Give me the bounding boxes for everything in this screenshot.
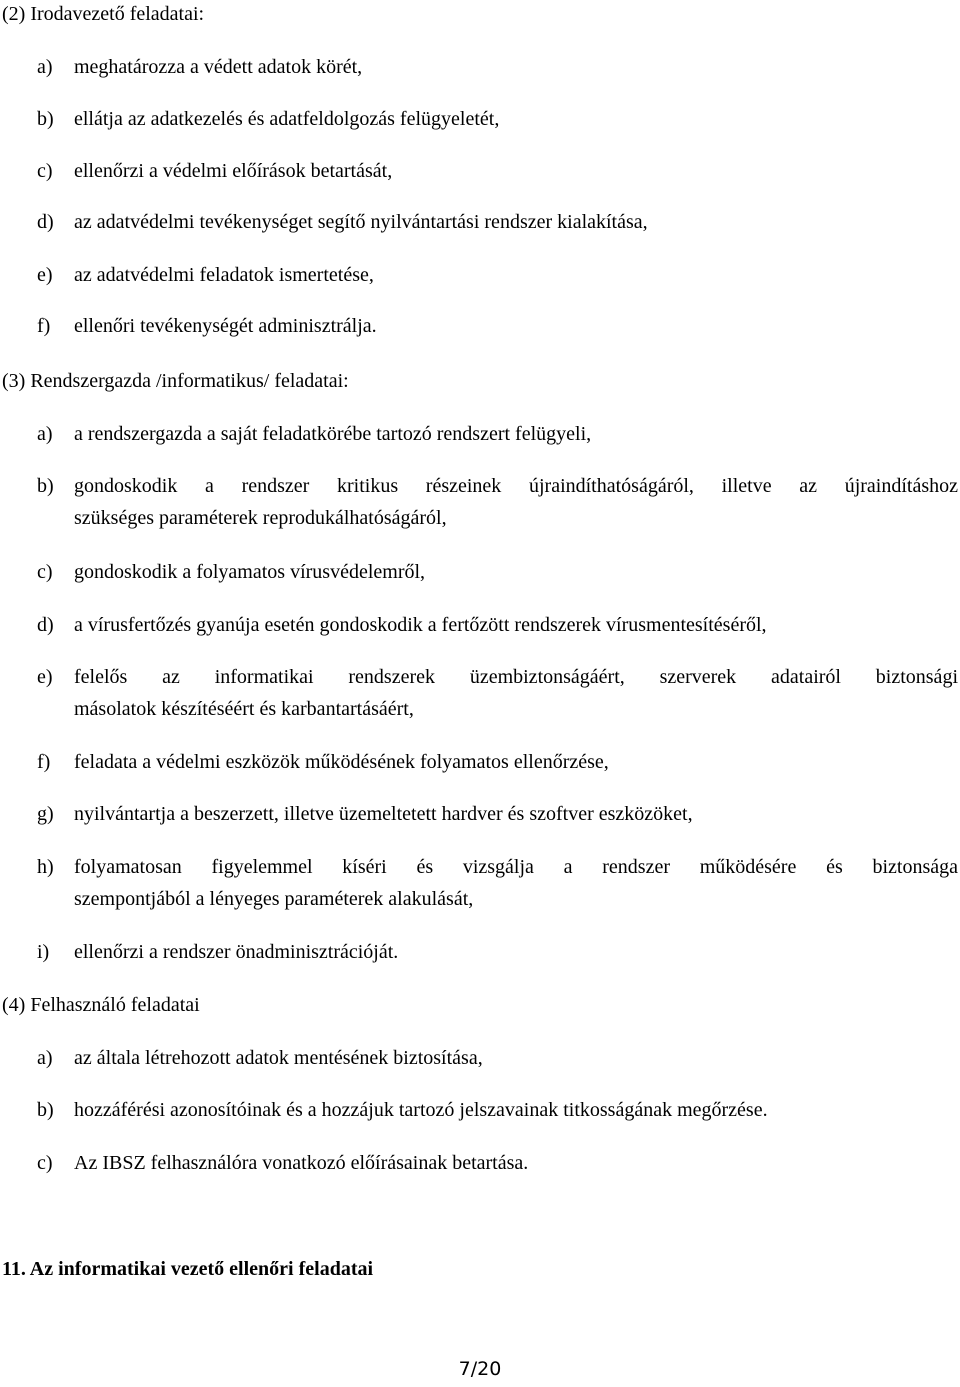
list-marker: i) [37, 941, 50, 963]
list-item-text: a rendszergazda a saját feladatkörébe tartozó rendszert felügyeli, [74, 423, 592, 445]
list-item-continuation: szempontjából a lényeges paraméterek alakulását, [74, 888, 474, 910]
section-2-heading: (2) Irodavezető feladatai: [2, 3, 205, 25]
list-marker: a) [37, 1047, 53, 1069]
list-item-text: az adatvédelmi feladatok ismertetése, [74, 264, 374, 286]
page-number: 7/20 [458, 1358, 502, 1380]
list-marker: e) [37, 264, 53, 286]
list-item-text: Az IBSZ felhasználóra vonatkozó előírásainak betartása. [74, 1152, 529, 1174]
list-marker: e) [37, 666, 53, 688]
list-marker: a) [37, 56, 53, 78]
list-item-text: a vírusfertőzés gyanúja esetén gondoskodik a fertőzött rendszerek vírusmentesítéséről, [74, 614, 767, 636]
list-marker: c) [37, 561, 53, 583]
chapter-heading: 11. Az informatikai vezető ellenőri feladatai [2, 1258, 374, 1280]
list-marker: b) [37, 475, 54, 497]
list-marker: d) [37, 211, 54, 233]
list-item-continuation: szükséges paraméterek reprodukálhatóságáról, [74, 507, 447, 529]
list-item-text: ellenőrzi a rendszer önadminisztrációját. [74, 941, 399, 963]
list-item-text: ellátja az adatkezelés és adatfeldolgozás felügyeletét, [74, 108, 500, 130]
list-marker: c) [37, 160, 53, 182]
list-marker: f) [37, 315, 51, 337]
section-3-heading: (3) Rendszergazda /informatikus/ feladatai: [2, 370, 349, 392]
list-item-text: az általa létrehozott adatok mentésének biztosítása, [74, 1047, 483, 1069]
list-item-text: ellenőrzi a védelmi előírások betartását, [74, 160, 393, 182]
list-marker: b) [37, 1099, 54, 1121]
list-item-text: hozzáférési azonosítóinak és a hozzájuk tartozó jelszavainak titkosságának megőrzése. [74, 1099, 768, 1121]
list-marker: d) [37, 614, 54, 636]
list-item-text: meghatározza a védett adatok körét, [74, 56, 363, 78]
list-item-text: ellenőri tevékenységét adminisztrálja. [74, 315, 377, 337]
list-marker: b) [37, 108, 54, 130]
list-marker: h) [37, 856, 54, 878]
list-marker: g) [37, 803, 54, 825]
list-item-text: gondoskodik a folyamatos vírusvédelemről, [74, 561, 426, 583]
list-item-text: felelős az informatikai rendszerek üzembiztonságáért, szerverek adatairól biztonsági [74, 666, 958, 688]
list-item-text: az adatvédelmi tevékenységet segítő nyilvántartási rendszer kialakítása, [74, 211, 648, 233]
list-item-continuation: másolatok készítéséért és karbantartásáért, [74, 698, 414, 720]
section-4-heading: (4) Felhasználó feladatai [2, 994, 200, 1016]
list-item-text: nyilvántartja a beszerzett, illetve üzemeltetett hardver és szoftver eszközöket, [74, 803, 693, 825]
list-marker: c) [37, 1152, 53, 1174]
list-item-text: folyamatosan figyelemmel kíséri és vizsgálja a rendszer működésére és biztonsága [74, 856, 958, 878]
list-item-text: gondoskodik a rendszer kritikus részeinek újraindíthatóságáról, illetve az újraindításhoz [74, 475, 958, 497]
list-marker: a) [37, 423, 53, 445]
list-item-text: feladata a védelmi eszközök működésének folyamatos ellenőrzése, [74, 751, 609, 773]
list-marker: f) [37, 751, 51, 773]
